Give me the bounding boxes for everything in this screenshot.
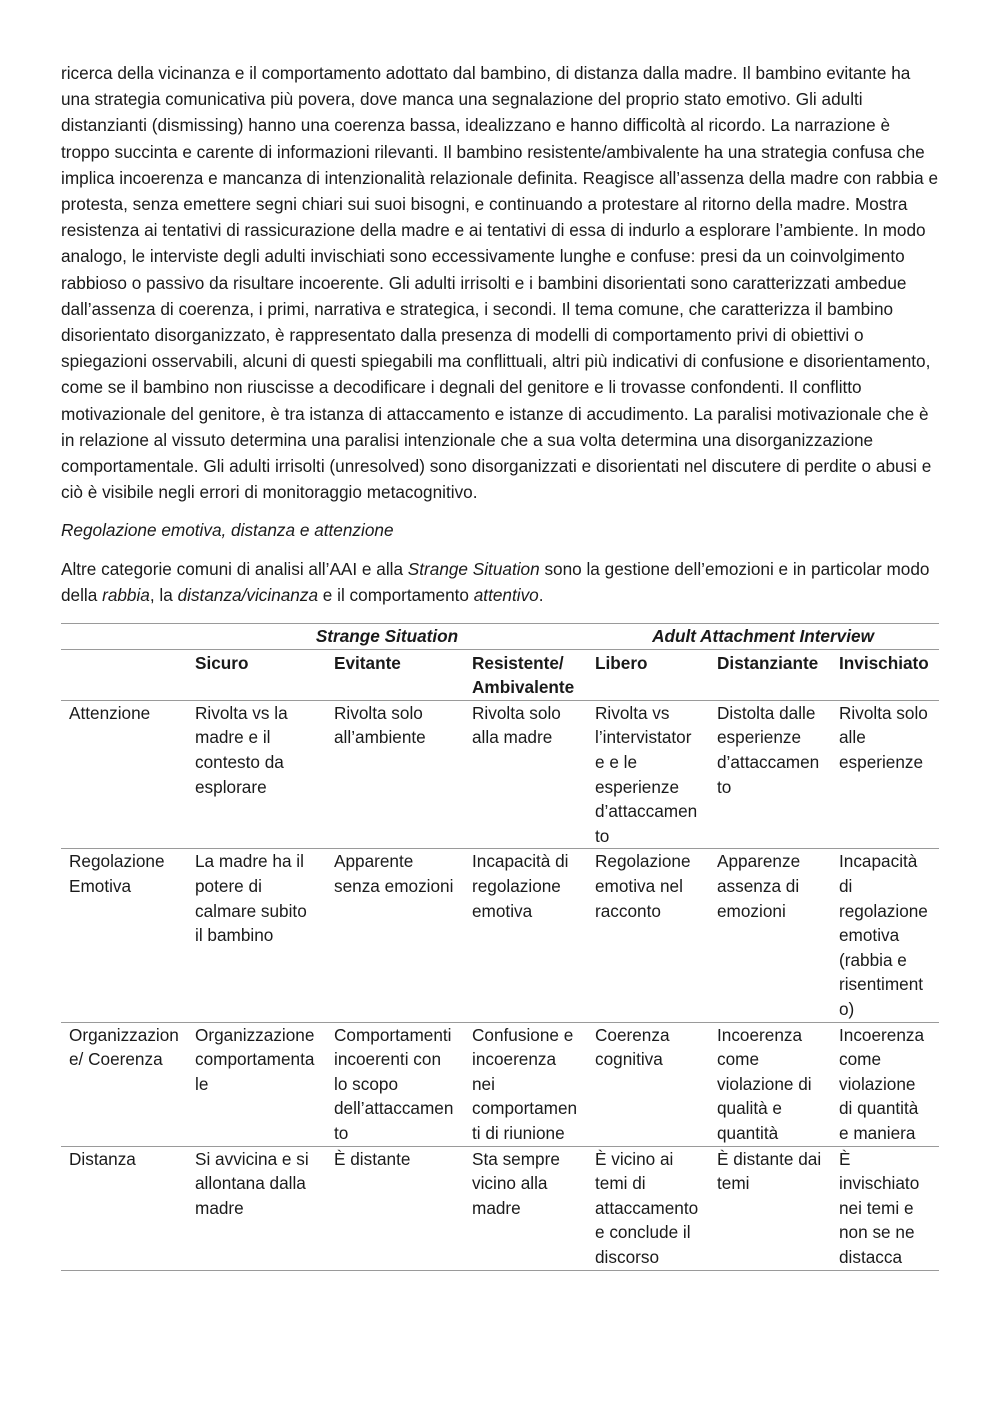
table-cell: Rivolta vs la madre e il contesto da esplorare: [187, 700, 326, 849]
table-cell: Sta sempre vicino alla madre: [464, 1146, 587, 1270]
paragraph-italic-term: Strange Situation: [407, 558, 540, 579]
table-column-header-row: [61, 649, 939, 700]
table-cell: Rivolta solo alla madre: [464, 700, 587, 849]
column-header: Evitante: [334, 652, 401, 673]
table-cell: Incapacità di regolazione emotiva (rabbia e risentimento): [831, 849, 939, 1022]
table-cell: Rivolta solo alle esperienze: [831, 700, 939, 849]
paragraph-italic-term: distanza/vicinanza: [177, 584, 319, 605]
table-row: [61, 700, 939, 849]
paragraph-italic-term: attentivo: [473, 584, 539, 605]
body-paragraph-categories: [61, 556, 939, 608]
column-header: Invischiato: [839, 652, 929, 673]
paragraph-text: Altre categorie comuni di analisi all’AAI e alla: [61, 558, 408, 579]
table-cell: Apparente senza emozioni: [326, 849, 464, 1022]
table-cell: Distolta dalle esperienze d’attaccamento: [709, 700, 831, 849]
paragraph-text: sono la gestione dell’emozioni e in particolar modo della: [61, 558, 930, 605]
paragraph-text: , la: [149, 584, 178, 605]
table-cell: Rivolta vs l’intervistatore e le esperienze d’attaccamento: [587, 700, 709, 849]
paragraph-text: .: [538, 584, 544, 605]
table-cell: È vicino ai temi di attaccamento e conclude il discorso: [587, 1146, 709, 1270]
table-cell: Coerenza cognitiva: [587, 1022, 709, 1146]
table-corner-cell: [61, 624, 187, 650]
row-header: Distanza: [61, 1146, 187, 1270]
row-header: Regolazione Emotiva: [61, 849, 187, 1022]
table-cell: Organizzazione comportamentale: [187, 1022, 326, 1146]
table-cell: Incoerenza come violazione di quantità e maniera: [831, 1022, 939, 1146]
column-header: Sicuro: [195, 652, 249, 673]
table-row: [61, 1022, 939, 1146]
comparison-table: [61, 623, 939, 1270]
group-header-strange-situation: Strange Situation: [187, 624, 587, 650]
section-heading: Regolazione emotiva, distanza e attenzione: [61, 520, 394, 541]
table-cell: È invischiato nei temi e non se ne distacca: [831, 1146, 939, 1270]
paragraph-text: e il comportamento: [318, 584, 474, 605]
table-cell: Incapacità di regolazione emotiva: [464, 849, 587, 1022]
table-cell: Incoerenza come violazione di qualità e quantità: [709, 1022, 831, 1146]
table-cell: La madre ha il potere di calmare subito il bambino: [187, 849, 326, 1022]
column-header: Libero: [595, 652, 648, 673]
row-header: Attenzione: [61, 700, 187, 849]
table-cell: Si avvicina e si allontana dalla madre: [187, 1146, 326, 1270]
body-paragraph-attachment-strategies: ricerca della vicinanza e il comportamento adottato dal bambino, di distanza dalla madre. Il bambino evitante ha una strategia comunicativa più povera, dove manca una segnalazione del proprio stato emotivo. Gli adulti distanzianti (dismissing) hanno una coerenza bassa, idealizzano e hanno difficoltà al ricordo. La narrazione è troppo succinta e carente di informazioni rilevanti. Il bambino resistente/ambivalente ha una strategia confusa che implica incoerenza e mancanza di intenzionalità relazionale definita. Reagisce all’assenza della madre con rabbia e protesta, senza emettere segni chiari sui suoi bisogni, e continuando a protestare al ritorno della madre. Mostra resistenza ai tentativi di rassicurazione della madre e ai tentativi di essa di indurlo a esplorare l’ambiente. In modo analogo, le interviste degli adulti invischiati sono eccessivamente lunghe e confuse: presi da un coinvolgimento rabbioso o passivo da risultare incoerente. Gli adulti irrisolti e i bambini disorientati sono caratterizzati ambedue dall’assenza di coerenza, i primi, narrativa e strategica, i secondi. Il tema comune, che caratterizza il bambino disorientato disorganizzato, è rappresentato dalla presenza di modelli di comportamento privi di obiettivi o spiegazioni osservabili, alcuni di questi spiegabili ma conflittuali, altri più indicativi di confusione e disorientamento, come se il bambino non riuscisse a decodificare i degnali del genitore e li trovasse confondenti. Il conflitto motivazionale del genitore, è tra istanza di attaccamento e istanze di accudimento. La paralisi motivazionale che è in relazione al vissuto determina una paralisi intenzionale che a sua volta determina una disorganizzazione comportamentale. Gli adulti irrisolti (unresolved) sono disorganizzati e disorientati nel discutere di perdite o abusi e ciò è visibile negli errori di monitoraggio metacognitivo.: [61, 63, 939, 503]
row-header: Organizzazione/ Coerenza: [61, 1022, 187, 1146]
document-page: [61, 60, 939, 1271]
table-row: [61, 1146, 939, 1270]
column-header: Distanziante: [717, 652, 819, 673]
table-row: [61, 849, 939, 1022]
column-header: [61, 649, 187, 700]
table-cell: Apparenze assenza di emozioni: [709, 849, 831, 1022]
table-cell: È distante dai temi: [709, 1146, 831, 1270]
column-header: Resistente/ Ambivalente: [472, 652, 575, 698]
table-cell: Confusione e incoerenza nei comportamenti di riunione: [464, 1022, 587, 1146]
table-cell: Regolazione emotiva nel racconto: [587, 849, 709, 1022]
table-cell: Rivolta solo all’ambiente: [326, 700, 464, 849]
table-group-header-row: [61, 624, 939, 650]
table-cell: Comportamenti incoerenti con lo scopo dell’attaccamento: [326, 1022, 464, 1146]
table-cell: È distante: [326, 1146, 464, 1270]
group-header-adult-attachment-interview: Adult Attachment Interview: [587, 624, 939, 650]
paragraph-italic-term: rabbia: [102, 584, 150, 605]
